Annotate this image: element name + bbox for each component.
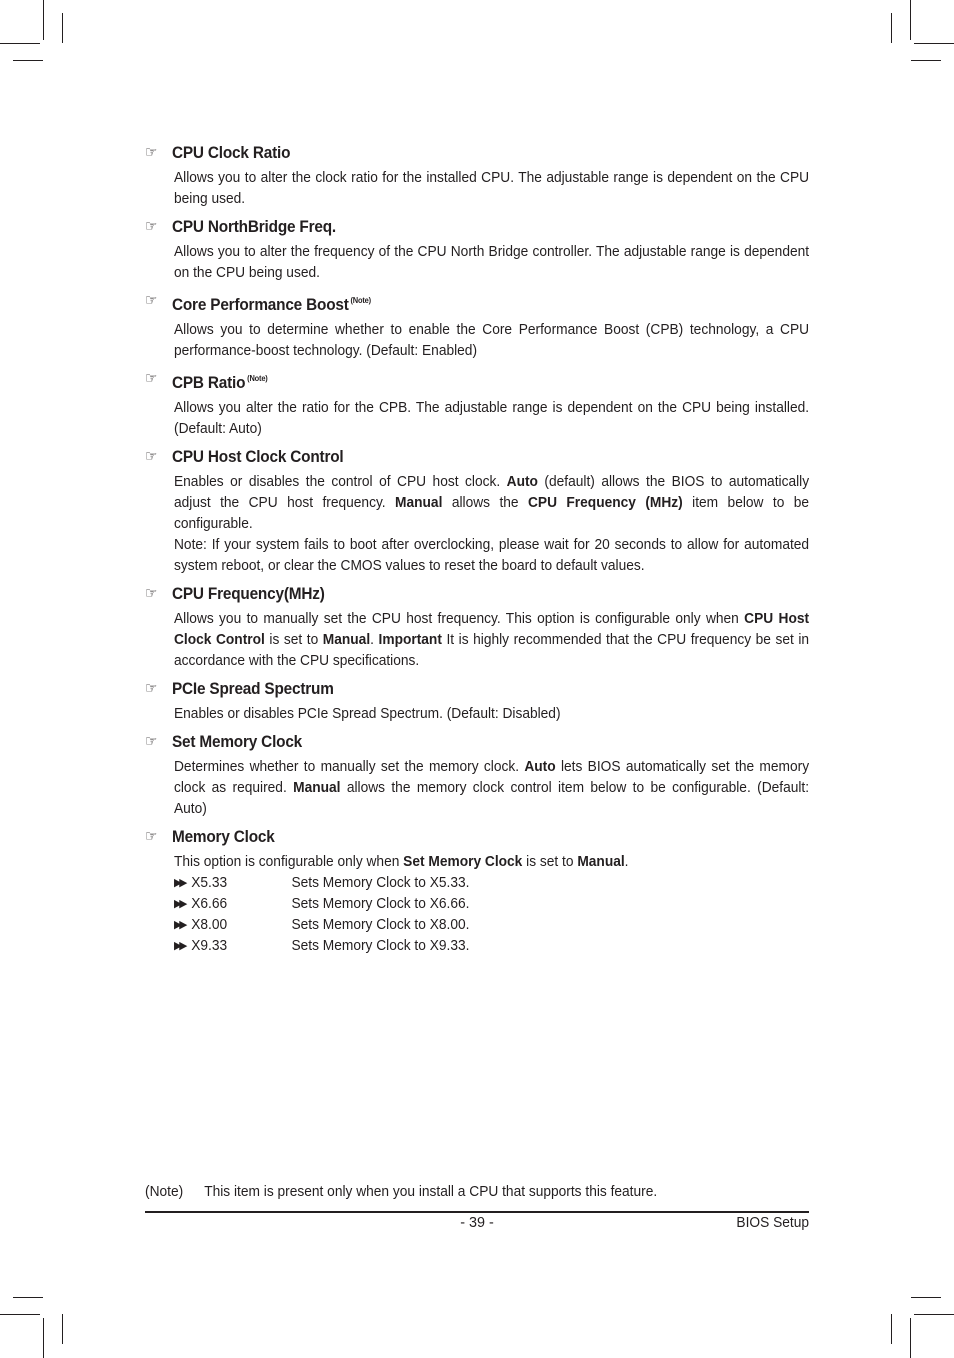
emphasis: Manual [293, 780, 341, 796]
double-arrow-icon: ▶▶ [174, 898, 185, 910]
text-run: It is highly recommended that the CPU frequency be set in accordance with the CPU specifications. [174, 632, 810, 669]
crop-mark [13, 60, 43, 61]
pointing-hand-icon: ☞ [145, 292, 158, 309]
option-title: CPU NorthBridge Freq. [171, 218, 337, 236]
crop-mark [910, 0, 911, 40]
crop-mark [914, 1314, 954, 1315]
option-title: CPU Frequency(MHz) [171, 585, 325, 603]
text-run: (default) allows the BIOS to automatically adjust the CPU host frequency. [174, 474, 810, 511]
text-run: Allows you to manually set the CPU host frequency. This option is configurable only when [174, 611, 745, 627]
text-run: Enables or disables the control of CPU host clock. [174, 474, 507, 490]
spacer [145, 957, 809, 961]
double-arrow-icon: ▶▶ [174, 877, 185, 889]
page-number: - 39 - [460, 1215, 494, 1231]
description-paragraph [174, 472, 809, 535]
option-heading [145, 366, 763, 396]
option-section [145, 366, 809, 444]
option-title: PCIe Spread Spectrum [171, 680, 334, 698]
double-arrow-icon: ▶▶ [174, 940, 185, 952]
option-value-description: Sets Memory Clock to X6.66. [291, 896, 470, 912]
pointing-hand-icon: ☞ [145, 448, 158, 465]
bios-options-list [145, 140, 809, 961]
emphasis: Manual [577, 854, 625, 870]
crop-mark [891, 13, 892, 43]
pointing-hand-icon: ☞ [145, 680, 158, 697]
description-paragraph [174, 704, 809, 725]
option-value-row [174, 915, 780, 936]
option-description [174, 472, 809, 577]
pointing-hand-icon: ☞ [145, 370, 158, 387]
option-title: Set Memory Clock [171, 733, 303, 751]
emphasis: CPU Frequency (MHz) [527, 495, 683, 511]
description-paragraph [174, 398, 809, 440]
text-run: Allows you to alter the frequency of the CPU North Bridge controller. The adjustable range is dependent on the CPU being used. [174, 244, 810, 281]
crop-mark [43, 1318, 44, 1358]
text-run: Note: If your system fails to boot after overclocking, please wait for 20 seconds to allow for automated system reboot, or clear the CMOS values to reset the board to default values. [174, 537, 810, 574]
text-run: Allows you alter the ratio for the CPB. The adjustable range is dependent on the CPU being installed. (Default: Auto) [174, 400, 810, 437]
option-value: X5.33 [191, 875, 228, 891]
emphasis: CPU Host Clock Control [174, 611, 810, 648]
option-value: X6.66 [191, 896, 228, 912]
emphasis: Set Memory Clock [403, 854, 523, 870]
emphasis: Manual [322, 632, 371, 648]
option-value: X9.33 [191, 938, 228, 954]
crop-mark [0, 43, 40, 44]
option-heading [145, 288, 763, 318]
text-run: allows the [442, 495, 528, 511]
option-section [145, 729, 809, 824]
option-heading [145, 214, 763, 240]
pointing-hand-icon: ☞ [145, 585, 158, 602]
emphasis: Manual [395, 495, 443, 511]
text-run: Determines whether to manually set the memory clock. [174, 759, 525, 775]
option-heading [145, 581, 763, 607]
text-run: allows the memory clock control item below to be configurable. (Default: Auto) [174, 780, 810, 817]
description-paragraph [174, 242, 809, 284]
option-description [174, 168, 809, 210]
option-value: X8.00 [191, 917, 228, 933]
option-section [145, 140, 809, 214]
option-section [145, 676, 809, 729]
footer-label: BIOS Setup [736, 1215, 809, 1231]
text-run: Enables or disables PCIe Spread Spectrum. (Default: Disabled) [174, 706, 561, 722]
emphasis: Auto [524, 759, 556, 775]
option-title: Memory Clock [171, 828, 275, 846]
note-marker: (Note) [350, 296, 371, 305]
option-description [174, 398, 809, 440]
option-description [174, 852, 809, 873]
footer-rule [145, 1211, 809, 1213]
crop-mark [911, 60, 941, 61]
note-marker: (Note) [247, 374, 268, 383]
description-paragraph [174, 320, 809, 362]
option-description [174, 242, 809, 284]
text-run: . [624, 854, 629, 870]
emphasis: Important [378, 632, 442, 648]
option-title: CPU Clock Ratio [171, 144, 291, 162]
option-value-description: Sets Memory Clock to X8.00. [291, 917, 470, 933]
crop-mark [13, 1297, 43, 1298]
option-title: CPB Ratio [171, 374, 246, 392]
pointing-hand-icon: ☞ [145, 218, 158, 235]
option-value-row [174, 936, 780, 957]
text-run: item below to be configurable. [174, 495, 810, 532]
footnote-label: (Note) [145, 1184, 184, 1200]
emphasis: Auto [506, 474, 538, 490]
option-value-description: Sets Memory Clock to X5.33. [291, 875, 470, 891]
option-value-description: Sets Memory Clock to X9.33. [291, 938, 470, 954]
option-description [174, 757, 809, 820]
double-arrow-icon: ▶▶ [174, 919, 185, 931]
crop-mark [0, 1314, 40, 1315]
text-run: . [370, 632, 379, 648]
option-value-row [174, 894, 780, 915]
option-description [174, 320, 809, 362]
description-paragraph [174, 609, 809, 672]
crop-mark [43, 0, 44, 40]
option-heading [145, 676, 763, 702]
crop-mark [910, 1318, 911, 1358]
option-description [174, 704, 809, 725]
description-paragraph [174, 757, 809, 820]
description-paragraph [174, 852, 809, 873]
text-run: is set to [264, 632, 323, 648]
option-heading [145, 444, 763, 470]
text-run: Allows you to alter the clock ratio for the installed CPU. The adjustable range is dependent on the CPU being used. [174, 170, 810, 207]
option-description [174, 609, 809, 672]
option-section [145, 288, 809, 366]
footnote [145, 1183, 657, 1201]
text-run: is set to [522, 854, 578, 870]
crop-mark [62, 13, 63, 43]
description-paragraph [174, 168, 809, 210]
text-run: Allows you to determine whether to enable the Core Performance Boost (CPB) technology, a CPU performance-boost technology. (Default: Enabled) [174, 322, 810, 359]
option-section [145, 214, 809, 288]
crop-mark [891, 1314, 892, 1344]
option-title: CPU Host Clock Control [171, 448, 344, 466]
pointing-hand-icon: ☞ [145, 144, 158, 161]
option-section [145, 824, 809, 961]
footnote-text: This item is present only when you install a CPU that supports this feature. [204, 1184, 658, 1200]
option-section [145, 581, 809, 676]
option-heading [145, 729, 763, 755]
option-title: Core Performance Boost [171, 296, 349, 314]
option-section [145, 444, 809, 581]
crop-mark [914, 43, 954, 44]
option-heading [145, 140, 763, 166]
option-value-row [174, 873, 780, 894]
pointing-hand-icon: ☞ [145, 733, 158, 750]
pointing-hand-icon: ☞ [145, 828, 158, 845]
text-run: This option is configurable only when [174, 854, 404, 870]
crop-mark [62, 1314, 63, 1344]
crop-mark [911, 1297, 941, 1298]
option-heading [145, 824, 763, 850]
text-run: lets BIOS automatically set the memory clock as required. [174, 759, 810, 796]
description-paragraph [174, 535, 809, 577]
